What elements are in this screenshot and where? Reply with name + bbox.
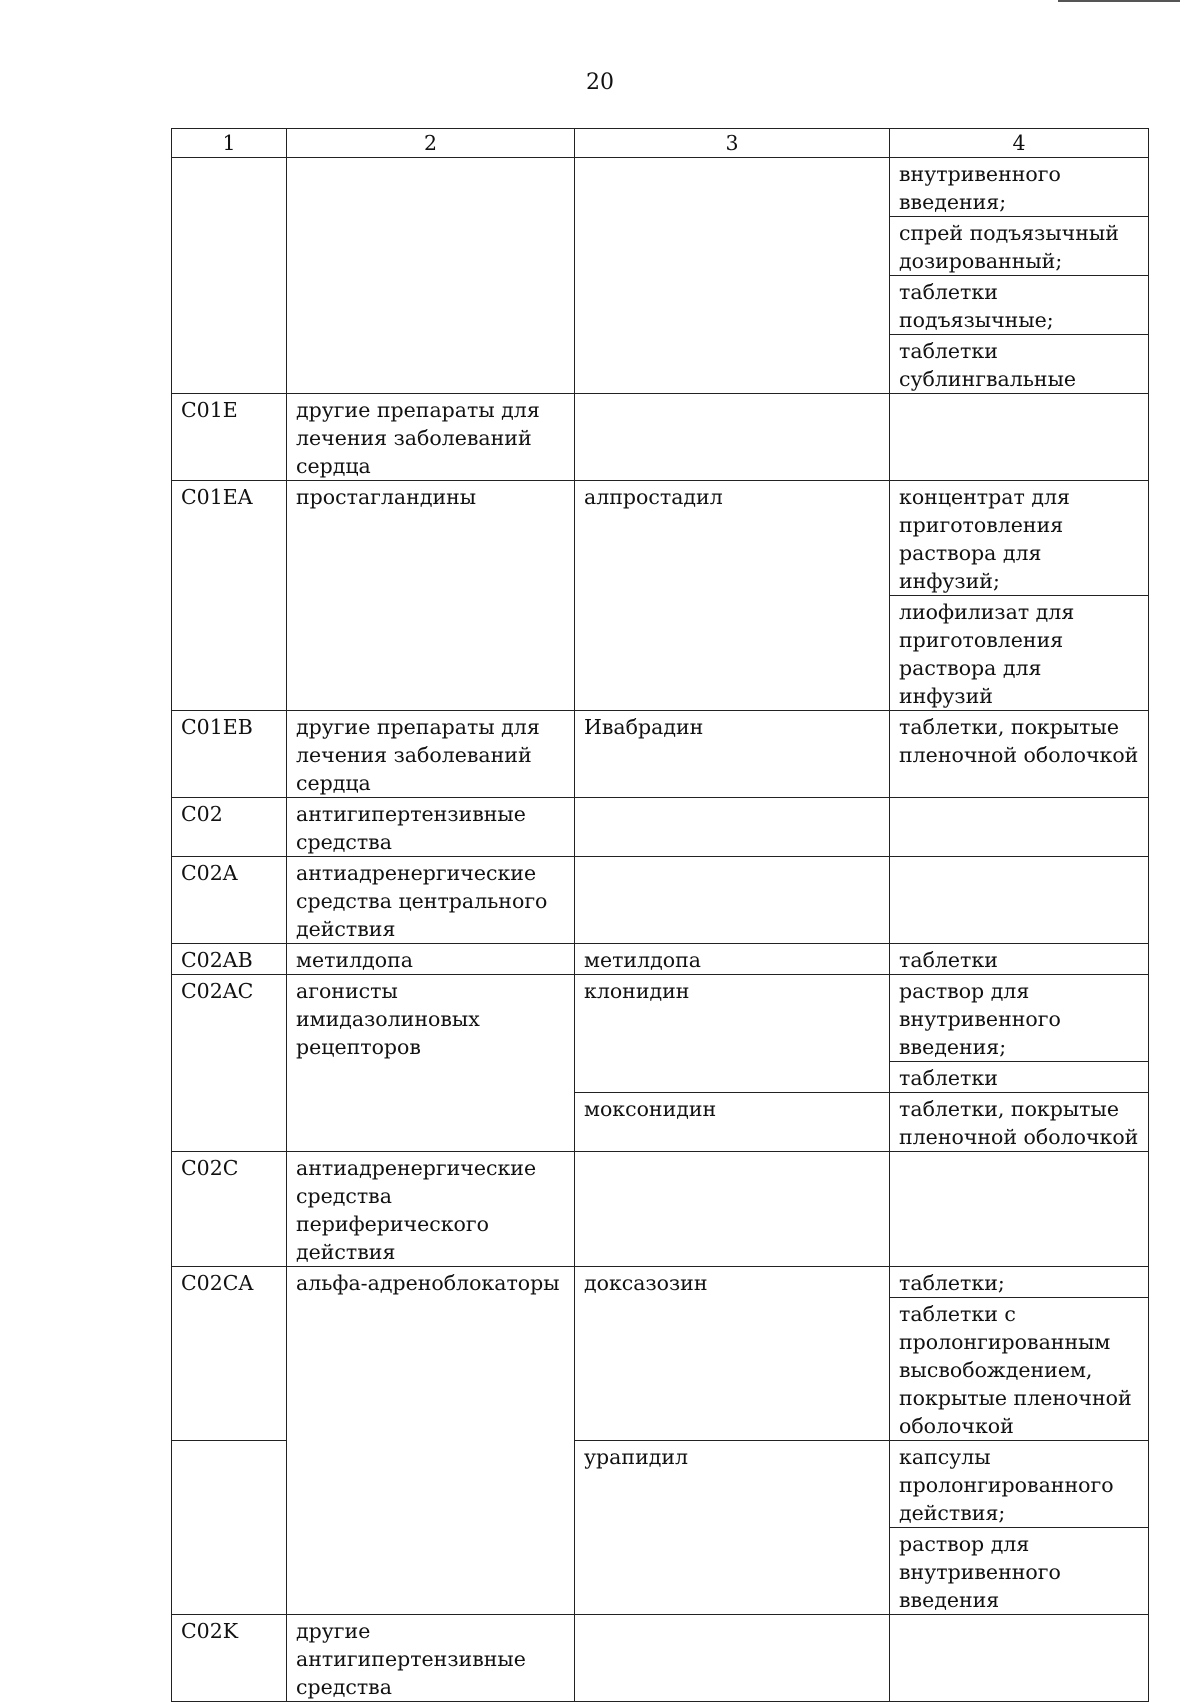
table-row [172, 857, 1149, 944]
forms-cell [890, 711, 1149, 798]
substance-cell [575, 158, 890, 394]
table-row [172, 481, 1149, 711]
code-cell: C02K [172, 1615, 287, 1702]
group-cell: простагландины [287, 481, 575, 711]
table-row [172, 1152, 1149, 1267]
substance-cell [575, 1615, 890, 1702]
group-cell [287, 158, 575, 394]
dosage-form: капсулы пролонгированного действия; [890, 1441, 1148, 1528]
header-col-4: 4 [890, 129, 1149, 158]
substance-cell: доксазозин [575, 1267, 890, 1441]
dosage-form: таблетки, покрытые пленочной оболочкой [899, 715, 1139, 767]
dosage-form: раствор для внутривенного введения; [890, 975, 1148, 1062]
code-cell: C01EB [172, 711, 287, 798]
table-row [172, 944, 1149, 975]
code-cell [172, 1441, 287, 1615]
table-row [172, 394, 1149, 481]
forms-cell [890, 975, 1149, 1093]
table-row [172, 1615, 1149, 1702]
substance-cell: Ивабрадин [575, 711, 890, 798]
forms-cell [890, 1152, 1149, 1267]
header-col-1: 1 [172, 129, 287, 158]
dosage-form: таблетки; [890, 1267, 1148, 1298]
code-cell: C02AC [172, 975, 287, 1152]
header-col-2: 2 [287, 129, 575, 158]
substance-cell [575, 798, 890, 857]
table-row [172, 158, 1149, 394]
top-rule [1058, 0, 1180, 2]
forms-cell [890, 857, 1149, 944]
forms-cell [890, 798, 1149, 857]
header-row [172, 129, 1149, 158]
table-row [172, 798, 1149, 857]
forms-cell [890, 158, 1149, 394]
code-cell: C01E [172, 394, 287, 481]
dosage-form: таблетки, покрытые пленочной оболочкой [899, 1097, 1139, 1149]
code-cell: C01EA [172, 481, 287, 711]
table-row [172, 1267, 1149, 1441]
group-cell: другие препараты для лечения заболеваний сердца [287, 711, 575, 798]
code-cell: C02AB [172, 944, 287, 975]
substance-cell: клонидин [575, 975, 890, 1093]
dosage-form: таблетки [899, 1066, 998, 1090]
group-cell: агонисты имидазолиновых рецепторов [287, 975, 575, 1152]
code-cell: C02CA [172, 1267, 287, 1441]
code-cell [172, 158, 287, 394]
group-cell: альфа-адреноблокаторы [287, 1267, 575, 1615]
code-cell: C02C [172, 1152, 287, 1267]
group-cell: другие антигипертензивные средства [287, 1615, 575, 1702]
forms-cell [890, 1093, 1149, 1152]
table-row [172, 711, 1149, 798]
group-cell: антиадренергические средства центрального действия [287, 857, 575, 944]
dosage-form: таблетки с пролонгированным высвобождением, покрытые пленочной оболочкой [899, 1302, 1132, 1438]
page-number: 20 [586, 70, 614, 95]
dosage-form: лиофилизат для приготовления раствора для инфузий [899, 600, 1075, 708]
dosage-form: внутривенного введения; [890, 158, 1148, 217]
substance-cell: моксонидин [575, 1093, 890, 1152]
forms-cell [890, 1441, 1149, 1615]
dosage-form: таблетки сублингвальные [899, 339, 1077, 391]
group-cell: антигипертензивные средства [287, 798, 575, 857]
substance-cell: метилдопа [575, 944, 890, 975]
dosage-form: таблетки подъязычные; [890, 276, 1148, 335]
forms-cell [890, 394, 1149, 481]
group-cell: метилдопа [287, 944, 575, 975]
dosage-form: раствор для внутривенного введения [899, 1532, 1061, 1612]
forms-cell [890, 1615, 1149, 1702]
substance-cell [575, 1152, 890, 1267]
forms-cell [890, 1267, 1149, 1441]
forms-cell [890, 944, 1149, 975]
code-cell: C02A [172, 857, 287, 944]
substance-cell: алпростадил [575, 481, 890, 711]
code-cell: C02 [172, 798, 287, 857]
group-cell: антиадренергические средства периферического действия [287, 1152, 575, 1267]
substance-cell [575, 394, 890, 481]
group-cell: другие препараты для лечения заболеваний сердца [287, 394, 575, 481]
table-row [172, 975, 1149, 1093]
substance-cell [575, 857, 890, 944]
forms-cell [890, 481, 1149, 711]
substance-cell: урапидил [575, 1441, 890, 1615]
dosage-form: спрей подъязычный дозированный; [890, 217, 1148, 276]
dosage-form: концентрат для приготовления раствора для инфузий; [890, 481, 1148, 596]
dosage-form: таблетки [899, 948, 998, 972]
header-col-3: 3 [575, 129, 890, 158]
drug-table [171, 128, 1149, 1702]
